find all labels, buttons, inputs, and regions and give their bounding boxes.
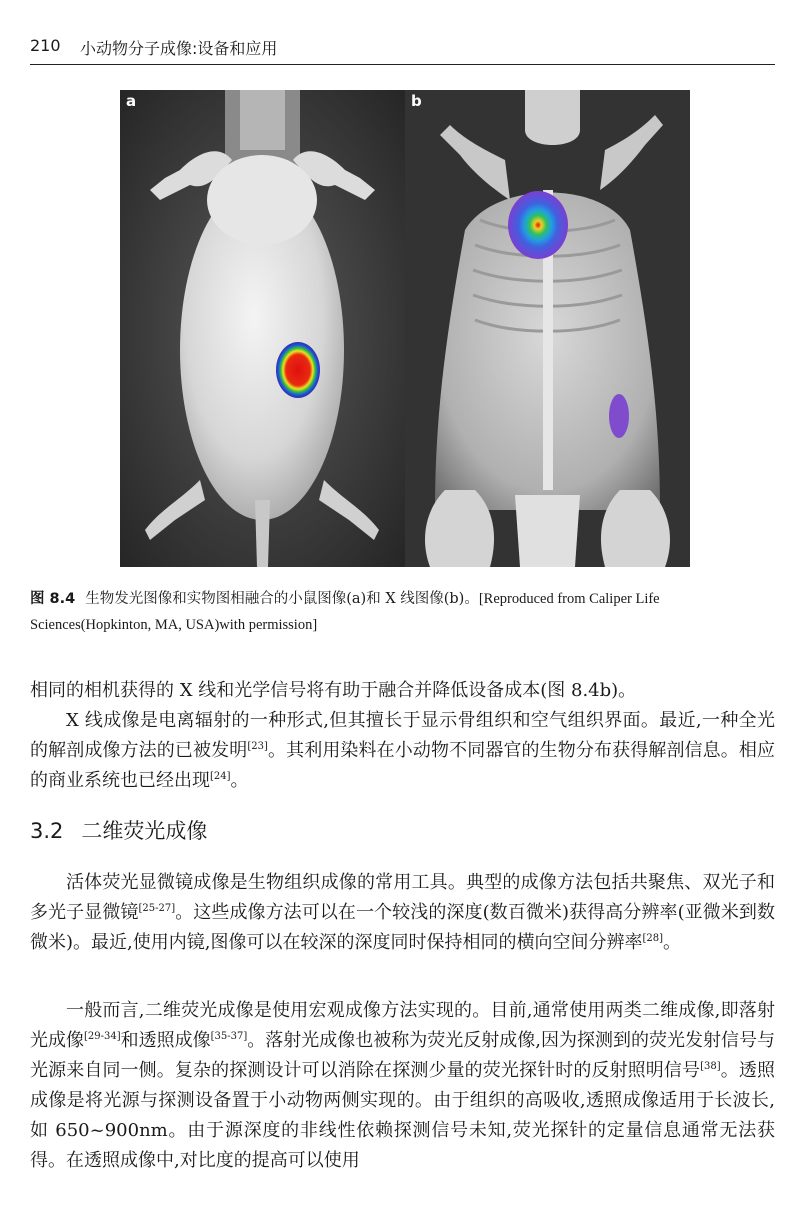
section-number: 3.2 [30,819,64,843]
citation-ref: [29-34] [84,1031,121,1042]
page-number: 210 [30,36,61,55]
figure-panel-a [120,90,405,567]
figure-panel-b [405,90,690,567]
citation-ref: [24] [210,771,231,782]
citation-ref: [35-37] [210,1031,248,1042]
panel-a-label: a [126,92,137,110]
caption-text: 生物发光图像和实物图相融合的小鼠图像(a)和 X 线图像(b)。 [85,591,479,607]
paragraph-text: 。透照成像是将光源与探测设备置于小动物两侧实现的。由于组织的高吸收,透照成像适用于长波长,如 650~900nm。由于源深度的非线性依赖探测信号未知,荧光探针的定量信息通常无法获得。在透照成像中,对比度的提高可以使用 [30,1060,776,1171]
section-heading [30,815,207,845]
paragraph-3 [30,868,775,958]
paragraph-text: 。其利用染料在小动物不同器官的生物分布获得解剖信息。相应的商业系统也已经出现 [30,740,776,791]
paragraph-2 [30,706,775,796]
paragraph-text: 。 [663,932,681,953]
paragraph-text: 和透照成像 [120,1030,211,1051]
paragraph-text: 。落射光成像也被称为荧光反射成像,因为探测到的荧光发射信号与光源来自同一侧。复杂的探测设计可以消除在探测少量的荧光探针时的反射照明信号 [30,1030,775,1081]
citation-ref: [38] [700,1061,721,1072]
citation-ref: [28] [642,933,663,944]
paragraph-text: 。 [230,770,249,791]
panel-b-label: b [411,92,422,110]
page-header [30,30,775,65]
paragraph-1 [30,676,775,706]
paragraph-text: 。这些成像方法可以在一个较浅的深度(数百微米)获得高分辨率(亚微米到数微米)。最近,使用内镜,图像可以在较深的深度同时保持相同的横向空间分辨率 [30,902,775,953]
paragraph-text: X 线成像是电离辐射的一种形式,但其擅长于显示骨组织和空气组织界面。最近,一种全光的解剖成像方法的已被发明 [30,710,775,761]
citation-ref: [25-27] [138,903,176,914]
paragraph-text: 一般而言,二维荧光成像是使用宏观成像方法实现的。目前,通常使用两类二维成像,即落射光成像 [30,1000,775,1051]
figure-number: 图 8.4 [30,591,76,607]
xray-image [405,90,690,567]
section-title: 二维荧光成像 [81,819,208,843]
mouse-photo-image [120,90,405,567]
running-title: 小动物分子成像:设备和应用 [80,39,278,58]
caption-credit: [Reproduced from Caliper Life Sciences(Hopkinton, MA, USA)with permission] [30,591,660,633]
paragraph-text: 活体荧光显微镜成像是生物组织成像的常用工具。典型的成像方法包括共聚焦、双光子和多光子显微镜 [30,872,775,923]
paragraph-4 [30,996,775,1176]
paragraph-text: 相同的相机获得的 X 线和光学信号将有助于融合并降低设备成本(图 8.4b)。 [30,680,637,701]
figure-caption [30,586,775,638]
citation-ref: [23] [247,741,268,752]
